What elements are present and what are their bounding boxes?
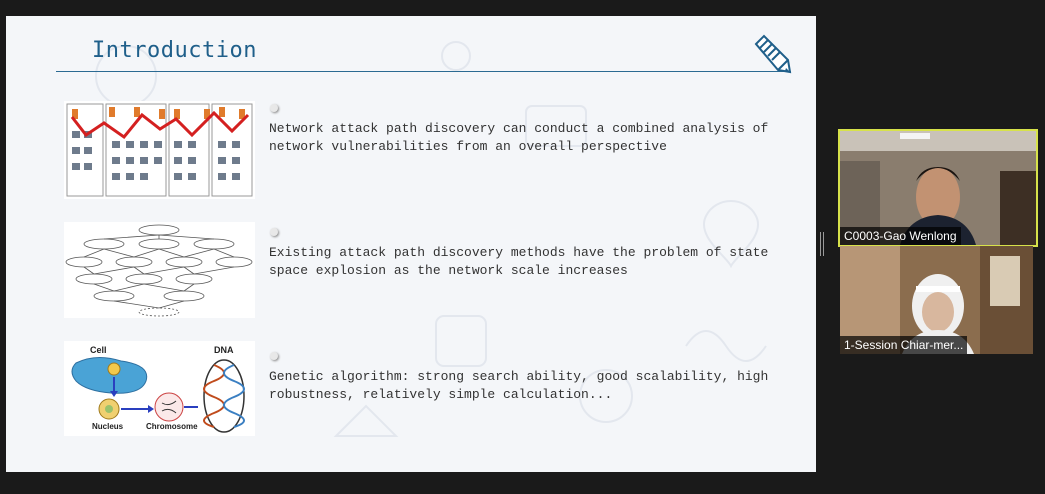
slide-title: Introduction	[92, 38, 257, 63]
bullet-text: Network attack path discovery can conduct a combined analysis of network vulnerabilities from an overall perspective	[269, 121, 769, 154]
participant-name: C0003-Gao Wenlong	[840, 227, 961, 245]
pencil-icon	[750, 32, 792, 74]
title-divider	[56, 71, 791, 72]
bullet-text: Genetic algorithm: strong search ability, good scalability, high robustness, relatively simple calculation...	[269, 369, 769, 402]
participant-video-tile[interactable]	[840, 246, 1033, 354]
network-topology-diagram	[64, 101, 255, 199]
participant-name: 1-Session Chiar-mer...	[840, 336, 967, 354]
bullet-text: Existing attack path discovery methods have the problem of state space explosion as the network scale increases	[269, 245, 769, 278]
chromosome-label: Chromosome	[146, 422, 198, 431]
dna-label: DNA	[214, 345, 234, 355]
bullet-point	[270, 352, 278, 360]
participant-video-tile[interactable]	[838, 129, 1038, 247]
panel-resize-handle[interactable]	[820, 232, 824, 256]
nucleus-label: Nucleus	[92, 422, 124, 431]
attack-graph-diagram	[64, 222, 255, 318]
cell-label: Cell	[90, 345, 107, 355]
bullet-point	[270, 104, 278, 112]
shared-slide	[6, 16, 816, 472]
bullet-point	[270, 228, 278, 236]
cell-dna-diagram	[64, 341, 255, 436]
